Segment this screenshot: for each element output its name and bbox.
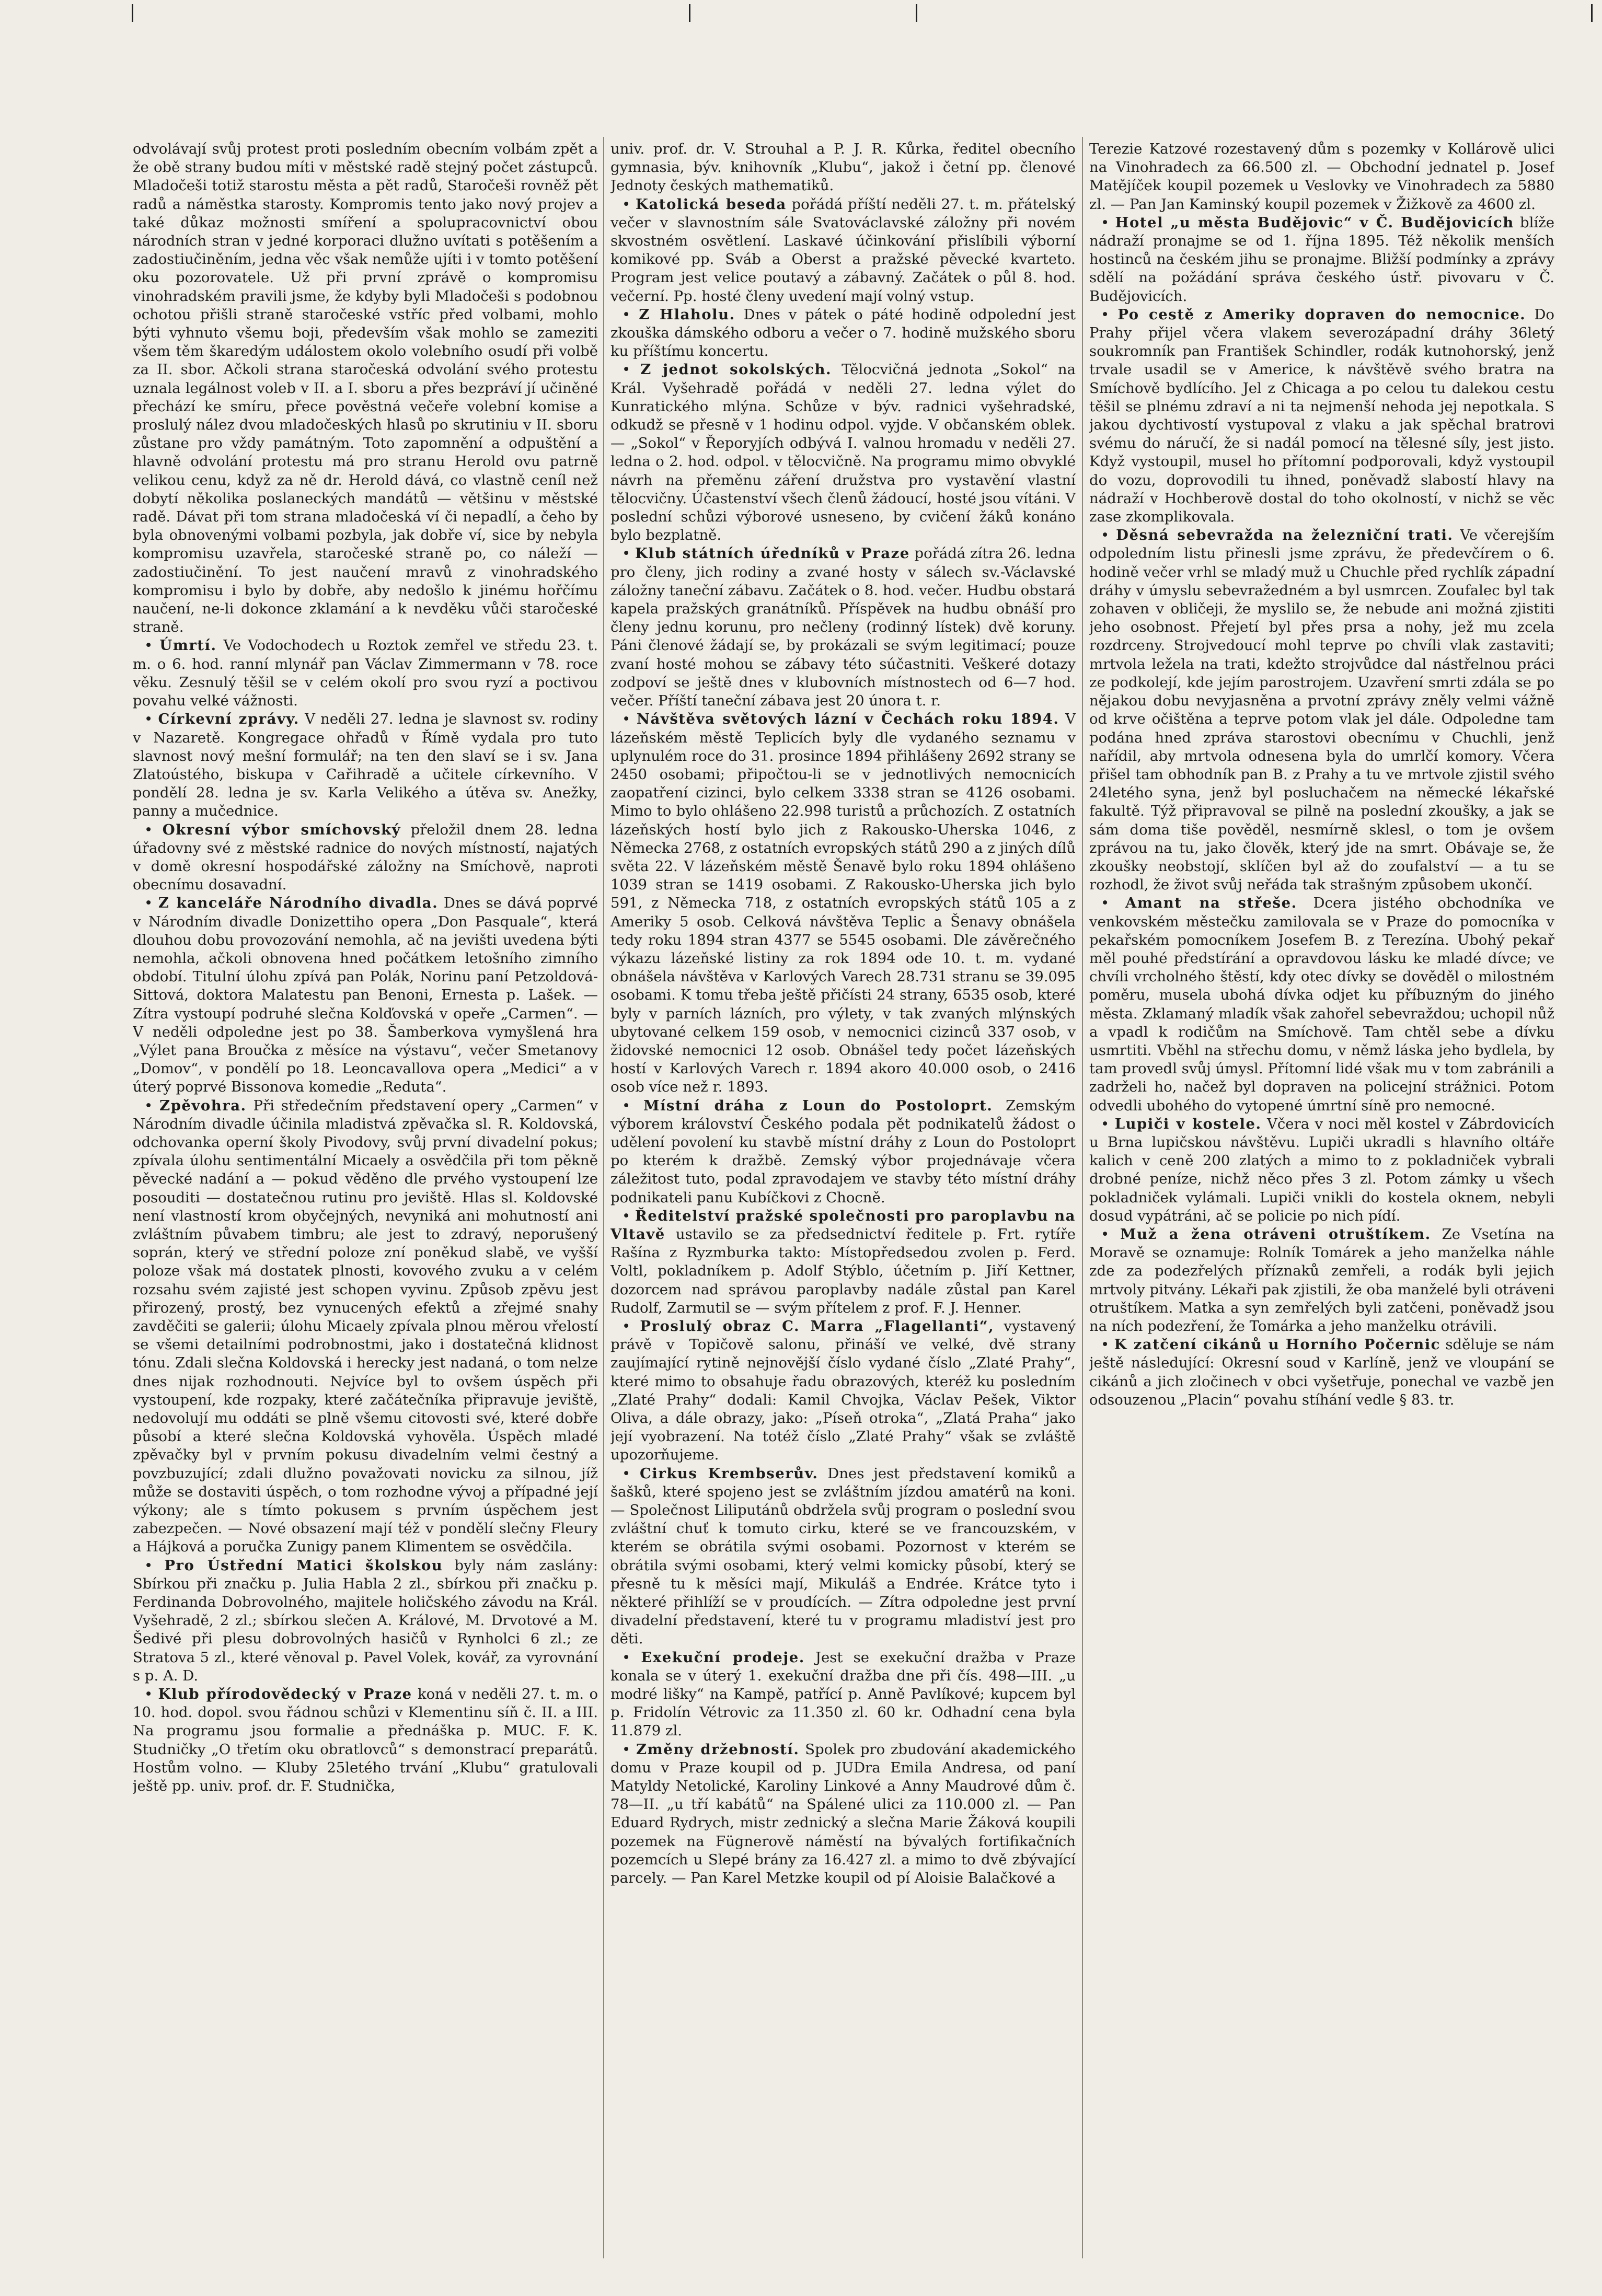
article-continuation <box>610 140 1076 195</box>
article-body: Tělocvičná jednota „Sokol“ na Král. Vyšehradě pořádá v neděli 27. ledna výlet do Kunratického mlýna. Schůze v býv. radnici vyšehradské, odkudž se přesně v 1 hodinu odpol. vyjde. V občanském oblek. — „Sokol“ v Řeporyjích odbývá I. valnou hromadu v neděli 27. ledna o 2. hod. odpol. v tělocvičně. Na programu mimo obvyklé návrh na přeměnu záření družstva pro vystavění vlastní tělocvičny. Účastenství všech členů žádoucí, hosté jsou vítáni. V poslední schůzi výborové usneseno, by cvičení žáků konáno bylo bezplatně. <box>610 361 1076 544</box>
news-article: • Cirkus Krembserův. Dnes jest představení komiků a šašků, které spojeno jest se zvláštním jízdou amatérů na koni. — Společnost Liliputánů obdržela svůj program o poslední svou zvláštní chuť k tomuto cirku, které se ve francouzském, v kterém se obrátila svými osobami. Pozornost v kterém se obrátila svými osobami, který velmi komicky působí, který se přesně tu k měsíci mají, Mikuláš a Endrée. Krátce tyto i některé přihlíží se v proudících. — Zítra odpoledne jest první divadelní představení, které tu v programu mladiství jest pro děti. <box>610 1465 1076 1648</box>
article-heading: Návštěva světových lázní v Čechách roku 1894. <box>636 711 1059 728</box>
article-body: pořádá příští neděli 27. t. m. přátelský večer v slavnostním sále Svatováclavské záložny při novém skvostném osvětlení. Laskavé účinkování přislíbili výborní komikové pp. Sváb a Oberst a pražské pěvecké kvarteto. Program jest velice poutavý a zábavný. Začátek o půl 8. hod. večerní. Pp. hosté členy uvedení mají volný vstup. <box>610 195 1076 305</box>
news-article: • Zpěvohra. Při středečním představení opery „Carmen“ v Národním divadle účinila mladistvá zpěvačka sl. R. Koldovská, odchovanka operní školy Pivodovy, svůj první divadelní pokus; zpívala úlohu sentimentální Micaely a osvědčila při tom pěkně pěvecké nadání a — pokud věděno dle prvého vystoupení lze posouditi — dostatečnou rutinu pro jeviště. Hlas sl. Koldovské není vlastností krom obyčejných, nevyniká ani mohutností ani zvláštním půvabem timbru; ale jest to zdravý, neporušený soprán, který ve střední poloze zní poněkud slabě, ve vyšší poloze však má dostatek plnosti, kovového zvuku a v celém rozsahu svém zajisté jest schopen vyvinu. Způsob zpěvu jest přirozený, prostý, bez vynucených efektů a zřejmé snahy zavděčiti se galerii; úlohu Micaely zpívala plnou měrou vřelostí se všemi detailními podrobnostmi, jako i dostatečná klidnost tónu. Zdali slečna Koldovská i herecky jest nadaná, o tom nelze dnes nijak rozhodnouti. Nejvíce byl to ovšem úspěch při vystoupení, kde rozpaky, které začátečníka připravuje jeviště, nedovolují mu oddáti se plně všemu citovosti své, které dobře působí a které slečna Koldovská vyhověla. Úspěch mladé zpěvačky byl v prvním pokusu divadelním velmi čestný a povzbuzující; zdali dlužno považovati novicku za silnou, jíž může se dostaviti úspěch, o tom rozhodne vývoj a případné její výkony; ale s tímto pokusem s prvním úspěchem jest zabezpečen. — Nové obsazení mají též v pondělí slečny Fleury a Hájková a poručka Zunigy panem Klimentem se osvědčila. <box>133 1097 598 1556</box>
article-heading: Po cestě z Ameriky dopraven do nemocnice. <box>1117 306 1526 323</box>
news-article: • Muž a žena otráveni otruštíkem. Ze Vsetína na Moravě se oznamuje: Rolník Tomárek a jeho manželka náhle zde za podezřelých příznaků zemřeli, a rodák byli jejich mrtvoly pitvány. Lékaři pak zjistili, že oba manželé byli otráveni otruštíkem. Matka a syn zemřelých byli zatčeni, poněvadž jsou na ních podezření, že Tomárka a jeho manželku otrávili. <box>1089 1225 1554 1335</box>
article-body: Zemským výborem království Českého podala pět podnikatelů žádost o udělení povolení ku stavbě místní dráhy z Loun do Postoloprt po kterém k dražbě. Zemský výbor projednávaje včera záležitost tuto, podal zpravodajem ve stavby této místní dráhy podnikateli panu Kubíčkovi z Chocně. <box>610 1097 1076 1206</box>
news-article: • K zatčení cikánů u Horního Počernic sděluje se nám ještě následující: Okresní soud v Karlíně, jenž ve vloupání se cikánů a jich zločinech v obci vyšetřuje, ponechal ve vazbě jen odsouzenou „Placin“ povahu stíhání vedle § 83. tr. <box>1089 1336 1554 1408</box>
article-heading: Amant na střeše. <box>1125 895 1297 912</box>
article-body: Ze Vsetína na Moravě se oznamuje: Rolník Tomárek a jeho manželka náhle zde za podezřelých příznaků zemřeli, a rodák byli jejich mrtvoly pitvány. Lékaři pak zjistili, že oba manželé byli otráveni otruštíkem. Matka a syn zemřelých byli zatčeni, poněvadž jsou na ních podezření, že Tomárka a jeho manželku otrávili. <box>1089 1225 1554 1335</box>
article-body: Včera v noci měl kostel v Zábrdovicích u Brna lupičskou návštěvu. Lupiči ukradli s hlavního oltáře kalich v ceně 200 zlatých a mimo to z pokladniček vybrali drobné peníze, nichž něco přes 3 zl. Potom zámky u všech pokladniček vylámali. Lupiči vnikli do kostela oknem, nebyli dosud vypátráni, ač se policie po nich pídí. <box>1089 1115 1554 1224</box>
article-body: pořádá zítra 26. ledna pro členy, jich rodiny a zvané hosty v sálech sv.-Václavské záložny taneční zábavu. Začátek o 8. hod. večer. Hudbu obstará kapela pražských granátníků. Příspěvek na hudbu obnáší pro členy jednu korunu, pro nečleny (rodinný lístek) dvě koruny. Páni členové žádají se, by prokázali se svým legitimací; pouze zvaní hosté mohou se zábavy této súčastniti. Veškeré dotazy zodpoví se ještě dnes v klubovních místnostech od 6—7 hod. večer. Příští taneční zábava jest 20 února t. r. <box>610 545 1076 710</box>
article-body: V lázeňském městě Teplicích byly dle vydaného seznamu v uplynulém roce do 31. prosince 1894 přihlášeny 2692 strany se 2450 osobami; připočtou-li se v jednotlivých nemocnicích zaopatření cizinci, bylo celkem 3338 stran se 4126 osobami. Mimo to bylo ohlášeno 22.998 turistů a průchozích. Z ostatních lázeňských hostí bylo jich z Rakousko-Uherska 1046, z Německa 2768, z ostatních evropských států 290 a z jiných dílů světa 22. V lázeňském městě Šenavě bylo roku 1894 ohlášeno 1039 stran se 1419 osobami. Z Rakousko-Uherska jich bylo 591, z Německa 718, z ostatních evropských států 105 a z Ameriky 5 osob. Celková návštěva Teplic a Šenavy obnášela tedy roku 1894 stran 4377 se 5545 osobami. Dle závěrečného výkazu lázeňské listiny za rok 1894 ode 10. t. m. vydané obnášela návštěva v Karlových Varech 28.731 stranu se 39.095 osobami. K tomu třeba ještě přičísti 24 strany, 6535 osob, které byly v parních lázních, pro výlety, v tak zvaných mlýnských ubytované celkem 159 osob, v nemocnici cizinců 337 osob, v židovské nemocnici 12 osob. Obnášel tedy počet lázeňských hostí v Karlových Varech r. 1894 akoro 40.000 osob, o 2416 osob více než r. 1893. <box>610 711 1076 1096</box>
news-article: • Katolická beseda pořádá příští neděli 27. t. m. přátelský večer v slavnostním sále Svatováclavské záložny při novém skvostném osvětlení. Laskavé účinkování přislíbili výborní komikové pp. Sváb a Oberst a pražské pěvecké kvarteto. Program jest velice poutavý a zábavný. Začátek o půl 8. hod. večerní. Pp. hosté členy uvedení mají volný vstup. <box>610 195 1076 305</box>
article-heading: Změny držebností. <box>636 1741 800 1758</box>
news-article: • Okresní výbor smíchovský přeložil dnem 28. ledna úřadovny své z městské radnice do nových místností, najatých v domě okresní hospodářské záložny na Smíchově, naproti obecnímu dosavadní. <box>133 821 598 894</box>
article-body: byly nám zaslány: Sbírkou při značku p. Julia Habla 2 zl., sbírkou při značku p. Ferdinanda Dobrovolného, majitele holičského závodu na Král. Vyšehradě, 2 zl.; sbírkou slečen A. Králové, M. Drvotové a M. Šedivé při plesu dobrovolných hasičů v Rynholci 6 zl.; ze Stratova 5 zl., které věnoval p. Pavel Volek, kovář, za vyrovnání s p. A. D. <box>133 1557 598 1684</box>
article-heading: Úmrtí. <box>159 637 217 654</box>
article-heading: Hotel „u města Budějovic“ v Č. Budějovicích <box>1115 214 1514 231</box>
article-body: univ. prof. dr. V. Strouhal a P. J. R. Kůrka, ředitel obecního gymnasia, býv. knihovník „Klubu“, jakož i četní pp. členové Jednoty českých mathematiků. <box>610 141 1076 194</box>
article-heading: Katolická beseda <box>636 195 787 213</box>
article-heading: Ředitelství pražské společnosti pro paroplavbu na Vltavě <box>610 1207 1076 1243</box>
news-article: • Hotel „u města Budějovic“ v Č. Budějovicích blíže nádraží pronajme se od 1. října 1895. Též několik menších hostinců na českém jihu se pronajme. Bližší podmínky a zprávy sdělí na požádání správa českého ústř. pivovaru v Č. Budějovicích. <box>1089 214 1554 305</box>
article-body: koná v neděli 27. t. m. o 10. hod. dopol. svou řádnou schůzi v Klementinu síň č. II. a III. Na programu jsou formalie a přednáška p. MUC. F. K. Studničky „O třetím oku obratlovců“ s demonstrací preparátů. Hostům volno. — Kluby 25letého trvání „Klubu“ gratulovali ještě pp. univ. prof. dr. F. Studnička, <box>133 1686 598 1795</box>
article-body: vystavený právě v Topičově salonu, přináší ve velké, dvě strany zaujímající rytině nejnovější číslo vydané číslo „Zlaté Prahy“, které mimo to obsahuje řadu obrazových, kteréž ku posledním „Zlaté Prahy“ dodali: Kamil Chvojka, Václav Pešek, Viktor Oliva, a dále obrazy, jako: „Píseň otroka“, „Zlatá Praha“ jako její vyobrazení. Na totéž číslo „Zlaté Prahy“ však se zvláště upozorňujeme. <box>610 1318 1076 1464</box>
article-body: přeložil dnem 28. ledna úřadovny své z městské radnice do nových místností, najatých v domě okresní hospodářské záložny na Smíchově, naproti obecnímu dosavadní. <box>133 821 598 894</box>
news-article: • Pro Ústřední Matici školskou byly nám zaslány: Sbírkou při značku p. Julia Habla 2 zl., sbírkou při značku p. Ferdinanda Dobrovolného, majitele holičského závodu na Král. Vyšehradě, 2 zl.; sbírkou slečen A. Králové, M. Drvotové a M. Šedivé při plesu dobrovolných hasičů v Rynholci 6 zl.; ze Stratova 5 zl., které věnoval p. Pavel Volek, kovář, za vyrovnání s p. A. D. <box>133 1557 598 1684</box>
column-rule <box>603 137 604 2258</box>
news-article: • Místní dráha z Loun do Postoloprt. Zemským výborem království Českého podala pět podnikatelů žádost o udělení povolení ku stavbě místní dráhy z Loun do Postoloprt po kterém k dražbě. Zemský výbor projednávaje včera záležitost tuto, podal zpravodajem ve stavby této místní dráhy podnikateli panu Kubíčkovi z Chocně. <box>610 1097 1076 1206</box>
article-body: Dnes se dává poprvé v Národním divadle Donizettiho opera „Don Pasquale“, která dlouhou dobu provozování nemohla, ač na jevišti uvedena býti nemohla, ačkoli obnovena hned počátkem letošního zimního období. Titulní úlohu zpívá pan Polák, Norinu paní Petzoldová-Sittová, doktora Malatestu pan Benoni, Ernesta p. Lašek. — Zítra vystoupí podruhé slečna Kolďovská v opeře „Carmen“. — V neděli odpoledne jest po 38. Šamberkova vymyšlená hra „Výlet pana Broučka z měsíce na výstavu“, večer Smetanovy „Domov“, v pondělí po 18. Leoncavallova opera „Medici“ a v úterý poprvé Bissonova komedie „Reduta“. <box>133 895 598 1096</box>
margin-mark <box>1591 4 1593 22</box>
article-body: odvolávají svůj protest proti posledním obecním volbám zpět a že obě strany budou míti v městské radě stejný počet zástupců. Mladočeši totiž starostu města a pět radů, Staročeši rovněž pět radů a náměstka starosty. Kompromis tento jako nový projev a také důkaz možnosti smíření a spolupracovnictví obou národních stran v jedné korporaci dlužno uvítati s potěšením a zadostiučiněním, jedna věc však nemůže ujíti i v tomto potěšení oku pozorovatele. Už při první zprávě o kompromisu vinohradském pravili jsme, že kdyby byli Mladočeši s podobnou ochotou přišli straně staročeské vstříc před volbami, mohlo býti vyhnuto všemu boji, především však mohlo se zameziti všem těm škaredým událostem okolo volebního osudí při volbě za II. sbor. Ačkoli strana staročeská odvolání svého protestu uznala legálnost voleb v II. a I. sboru a přes bezpráví jí učiněné přechází ke smíru, přece pověstná večeře volební komise a proslulý nález dvou mladočeských hlasů po skrutiniu v II. sboru zůstane pro vždy památným. Toto zapomnění a odpuštění a hlavně odvolání protestu má pro stranu Herold ovu patrně velikou cenu, když za ně dr. Herold dává, co vlastně ceníl než dobytí několika poslaneckých mandátů — většinu v městské radě. Dávat při tom strana mladočeská ví či nepadlí, a čeho by byla obnovenými volbami pozbyla, jak dobře ví, sice by nebyla kompromisu uzavřela, staročeské straně po, co náleží — zadostiučinění. To jest naučení mravů z vinohradského kompromisu i bylo by dobře, aby nedošlo k jinému hořčímu naučení, ne-li dokonce zklamání a k nevděku vůči staročeské straně. <box>133 141 598 636</box>
article-heading: Z jednot sokolských. <box>640 361 832 378</box>
article-heading: Z kanceláře Národního divadla. <box>158 895 439 912</box>
news-article: • Úmrtí. Ve Vodochodech u Roztok zemřel ve středu 23. t. m. o 6. hod. ranní mlynář pan Václav Zimmermann v 78. roce věku. Zesnulý těšil se v celém okolí pro svou ryzí a poctivou povahu velké vážnosti. <box>133 637 598 710</box>
news-article: • Po cestě z Ameriky dopraven do nemocnice. Do Prahy přijel včera vlakem severozápadní dráhy 36letý soukromník pan František Schindler, rodák kutnohorský, jenž trvale usadil se v Americe, k návštěvě svého bratra na Smíchově bydlícího. Jel z Chicaga a po celou tu dalekou cestu těšil se plnému zdraví a ni ta nejmenší nehoda jej nepotkala. S jakou dychtivostí vystupoval z vlaku a jak spěchal bratrovi svému do náručí, že si nadál pomocí na tělesné síly, jest jisto. Když vystoupil, musel ho přítomní podporovali, když vystoupil do vozu, doprovodili tu ihned, poněvadž slabostí hlavy na nádraží v Hochberově dostal do toho okolností, v nichž se věc zase zkomplikovala. <box>1089 306 1554 526</box>
article-heading: Exekuční prodeje. <box>641 1649 805 1666</box>
article-continuation <box>1089 140 1554 214</box>
article-heading: Zpěvohra. <box>159 1097 247 1114</box>
news-article: • Amant na střeše. Dcera jistého obchodníka ve venkovském městečku zamilovala se v Praze do pomocníka v pekařském pomocníkem Josefem B. z Terezína. Ubohý pekař měl pouhé předstírání a opravdovou lásku ke mladé dívce; ve chvíli vrcholného štěstí, kdy otec dívky se dověděl o milostném poměru, musela ubohá dívka odjet ku příbuzným do jiného města. Zklamaný mladík však zahořel sebevraždou; uchopil nůž a vpadl k rodičům na Smíchově. Tam chtěl sebe a dívku usmrtiti. Vběhl na střechu domu, v němž láska jeho bydlela, by tam provedl svůj úmysl. Přítomní lidé však mu v tom zabránili a zadrželi ho, načež byl dopraven na policejní strážnici. Potom odvedli ubohého do vytopené úmrtní síně pro nemocné. <box>1089 895 1554 1114</box>
article-heading: Klub státních úředníků v Praze <box>635 545 910 562</box>
article-heading: Okresní výbor smíchovský <box>162 821 401 838</box>
news-article: • Exekuční prodeje. Jest se exekuční dražba v Praze konala se v úterý 1. exekuční dražba dne při čís. 498—III. „u modré lišky“ na Kampě, patřící p. Anně Pavlíkové; kupcem byl p. Fridolín Vétrovic za 11.350 zl. 60 kr. Odhadní cena byla 11.879 zl. <box>610 1649 1076 1740</box>
news-article: • Návštěva světových lázní v Čechách roku 1894. V lázeňském městě Teplicích byly dle vydaného seznamu v uplynulém roce do 31. prosince 1894 přihlášeny 2692 strany se 2450 osobami; připočtou-li se v jednotlivých nemocnicích zaopatření cizinci, bylo celkem 3338 stran se 4126 osobami. Mimo to bylo ohlášeno 22.998 turistů a průchozích. Z ostatních lázeňských hostí bylo jich z Rakousko-Uherska 1046, z Německa 2768, z ostatních evropských států 290 a z jiných dílů světa 22. V lázeňském městě Šenavě bylo roku 1894 ohlášeno 1039 stran se 1419 osobami. Z Rakousko-Uherska jich bylo 591, z Německa 718, z ostatních evropských států 105 a z Ameriky 5 osob. Celková návštěva Teplic a Šenavy obnášela tedy roku 1894 stran 4377 se 5545 osobami. Dle závěrečného výkazu lázeňské listiny za rok 1894 ode 10. t. m. vydané obnášela návštěva v Karlových Varech 28.731 stranu se 39.095 osobami. K tomu třeba ještě přičísti 24 strany, 6535 osob, které byly v parních lázních, pro výlety, v tak zvaných mlýnských ubytované celkem 159 osob, v nemocnici cizinců 337 osob, v židovské nemocnici 12 osob. Obnášel tedy počet lázeňských hostí v Karlových Varech r. 1894 akoro 40.000 osob, o 2416 osob více než r. 1893. <box>610 711 1076 1096</box>
article-body: Dnes v pátek o páté hodině odpolední jest zkouška dámského odboru a večer o 7. hodině mužského sboru ku příštímu koncertu. <box>610 306 1076 360</box>
news-article: • Klub přírodovědecký v Praze koná v neděli 27. t. m. o 10. hod. dopol. svou řádnou schůzi v Klementinu síň č. II. a III. Na programu jsou formalie a přednáška p. MUC. F. K. Studničky „O třetím oku obratlovců“ s demonstrací preparátů. Hostům volno. — Kluby 25letého trvání „Klubu“ gratulovali ještě pp. univ. prof. dr. F. Studnička, <box>133 1686 598 1795</box>
news-article: • Děsná sebevražda na železniční trati. Ve včerejším odpoledním listu přinesli jsme zprávu, že předevčírem o 6. hodině večer vrhl se mladý muž u Chuchle před rychlík západní dráhy v úmyslu sebevražedném a byl usmrcen. Zoufalec byl tak zohaven v obličeji, že myslilo se, že nebude ani možná zjistiti jeho osobnost. Přejetí byl přes prsa a nohy, jež mu zcela rozdrceny. Strojvedoucí mohl teprve po chvíli vlak zastaviti; mrtvola ležela na trati, kdežto strojvůdce dal nástřelnou práci ze podkolejí, kde jejím parostrojem. Uzavření smrti zdála se po nějakou dobu nevyjasněna a prvotní zprávy zněly velmi vážně od krve očištěna a teprve potom vlak jel dále. Odpoledne tam podána hned zpráva starostovi obecnímu v Chuchli, jenž nařídil, aby mrtvola odnesena byla do umrlčí komory. Včera přišel tam obhodník pan B. z Prahy a tu ve mrtvole zjistil svého 24letého syna, jenž byl posluchačem na německé lékařské fakultě. Týž připravoval se pilně na poslední zkoušky, a jak se sám doma tiše pověděl, nesmírně sklesl, o tom je ovšem zprávou na tu, jako člověk, který jde na smrt. Obávaje se, že zkoušky neobstojí, sklíčen byl až do zoufalství — a tu se rozhodl, že život svůj neřáda tak strašným způsobem ukončí. <box>1089 527 1554 894</box>
article-heading: Klub přírodovědecký v Praze <box>158 1686 412 1703</box>
article-body: Ve včerejším odpoledním listu přinesli jsme zprávu, že předevčírem o 6. hodině večer vrhl se mladý muž u Chuchle před rychlík západní dráhy v úmyslu sebevražedném a byl usmrcen. Zoufalec byl tak zohaven v obličeji, že myslilo se, že nebude ani možná zjistiti jeho osobnost. Přejetí byl přes prsa a nohy, jež mu zcela rozdrceny. Strojvedoucí mohl teprve po chvíli vlak zastaviti; mrtvola ležela na trati, kdežto strojvůdce dal nástřelnou práci ze podkolejí, kde jejím parostrojem. Uzavření smrti zdála se po nějakou dobu nevyjasněna a prvotní zprávy zněly velmi vážně od krve očištěna a teprve potom vlak jel dále. Odpoledne tam podána hned zpráva starostovi obecnímu v Chuchli, jenž nařídil, aby mrtvola odnesena byla do umrlčí komory. Včera přišel tam obhodník pan B. z Prahy a tu ve mrtvole zjistil svého 24letého syna, jenž byl posluchačem na německé lékařské fakultě. Týž připravoval se pilně na poslední zkoušky, a jak se sám doma tiše pověděl, nesmírně sklesl, o tom je ovšem zprávou na tu, jako člověk, který jde na smrt. Obávaje se, že zkoušky neobstojí, sklíčen byl až do zoufalství — a tu se rozhodl, že život svůj neřáda tak strašným způsobem ukončí. <box>1089 527 1554 894</box>
news-article: • Klub státních úředníků v Praze pořádá zítra 26. ledna pro členy, jich rodiny a zvané hosty v sálech sv.-Václavské záložny taneční zábavu. Začátek o 8. hod. večer. Hudbu obstará kapela pražských granátníků. Příspěvek na hudbu obnáší pro členy jednu korunu, pro nečleny (rodinný lístek) dvě koruny. Páni členové žádají se, by prokázali se svým legitimací; pouze zvaní hosté mohou se zábavy této súčastniti. Veškeré dotazy zodpoví se ještě dnes v klubovních místnostech od 6—7 hod. večer. Příští taneční zábava jest 20 února t. r. <box>610 545 1076 710</box>
news-article: • Ředitelství pražské společnosti pro paroplavbu na Vltavě ustavilo se za předsednictví ředitele p. Frt. rytíře Rašína z Ryzmburka takto: Místopředsedou zvolen p. Ferd. Voltl, pokladníkem p. Adolf Stýblo, účetním p. Jiří Kettner, dozorcem nad správou paroplavby nadále zůstal pan Karel Rudolf, Zarmutil se — svým přítelem z prof. F. J. Henner. <box>610 1207 1076 1316</box>
article-body: sděluje se nám ještě následující: Okresní soud v Karlíně, jenž ve vloupání se cikánů a jich zločinech v obci vyšetřuje, ponechal ve vazbě jen odsouzenou „Placin“ povahu stíhání vedle § 83. tr. <box>1089 1336 1554 1408</box>
article-body: Do Prahy přijel včera vlakem severozápadní dráhy 36letý soukromník pan František Schindler, rodák kutnohorský, jenž trvale usadil se v Americe, k návštěvě svého bratra na Smíchově bydlícího. Jel z Chicaga a po celou tu dalekou cestu těšil se plnému zdraví a ni ta nejmenší nehoda jej nepotkala. S jakou dychtivostí vystupoval z vlaku a jak spěchal bratrovi svému do náručí, že si nadál pomocí na tělesné síly, jest jisto. Když vystoupil, musel ho přítomní podporovali, když vystoupil do vozu, doprovodili tu ihned, poněvadž slabostí hlavy na nádraží v Hochberově dostal do toho okolností, v nichž se věc zase zkomplikovala. <box>1089 306 1554 526</box>
news-article: • Lupiči v kostele. Včera v noci měl kostel v Zábrdovicích u Brna lupičskou návštěvu. Lupiči ukradli s hlavního oltáře kalich v ceně 200 zlatých a mimo to z pokladniček vybrali drobné peníze, nichž něco přes 3 zl. Potom zámky u všech pokladniček vylámali. Lupiči vnikli do kostela oknem, nebyli dosud vypátráni, ač se policie po nich pídí. <box>1089 1115 1554 1224</box>
article-body: ustavilo se za předsednictví ředitele p. Frt. rytíře Rašína z Ryzmburka takto: Místopředsedou zvolen p. Ferd. Voltl, pokladníkem p. Adolf Stýblo, účetním p. Jiří Kettner, dozorcem nad správou paroplavby nadále zůstal pan Karel Rudolf, Zarmutil se — svým přítelem z prof. F. J. Henner. <box>610 1225 1076 1316</box>
article-body: Při středečním představení opery „Carmen“ v Národním divadle účinila mladistvá zpěvačka sl. R. Koldovská, odchovanka operní školy Pivodovy, svůj první divadelní pokus; zpívala úlohu sentimentální Micaely a osvědčila při tom pěkně pěvecké nadání a — pokud věděno dle prvého vystoupení lze posouditi — dostatečnou rutinu pro jeviště. Hlas sl. Koldovské není vlastností krom obyčejných, nevyniká ani mohutností ani zvláštním půvabem timbru; ale jest to zdravý, neporušený soprán, který ve střední poloze zní poněkud slabě, ve vyšší poloze však má dostatek plnosti, kovového zvuku a v celém rozsahu svém zajisté jest schopen vyvinu. Způsob zpěvu jest přirozený, prostý, bez vynucených efektů a zřejmé snahy zavděčiti se galerii; úlohu Micaely zpívala plnou měrou vřelostí se všemi detailními podrobnostmi, jako i dostatečná klidnost tónu. Zdali slečna Koldovská i herecky jest nadaná, o tom nelze dnes nijak rozhodnouti. Nejvíce byl to ovšem úspěch při vystoupení, kde rozpaky, které začátečníka připravuje jeviště, nedovolují mu oddáti se plně všemu citovosti své, které dobře působí a které slečna Koldovská vyhověla. Úspěch mladé zpěvačky byl v prvním pokusu divadelním velmi čestný a povzbuzující; zdali dlužno považovati novicku za silnou, jíž může se dostaviti úspěch, o tom rozhodne vývoj a případné její výkony; ale s tímto pokusem s prvním úspěchem jest zabezpečen. — Nové obsazení mají též v pondělí slečny Fleury a Hájková a poručka Zunigy panem Klimentem se osvědčila. <box>133 1097 598 1556</box>
margin-mark <box>132 4 133 22</box>
article-body: Dnes jest představení komiků a šašků, které spojeno jest se zvláštním jízdou amatérů na koni. — Společnost Liliputánů obdržela svůj program o poslední svou zvláštní chuť k tomuto cirku, které se ve francouzském, v kterém se obrátila svými osobami. Pozornost v kterém se obrátila svými osobami, který velmi komicky působí, který se přesně tu k měsíci mají, Mikuláš a Endrée. Krátce tyto i některé přihlíží se v proudících. — Zítra odpoledne jest první divadelní představení, které tu v programu mladiství jest pro děti. <box>610 1465 1076 1648</box>
news-article: • Z Hlaholu. Dnes v pátek o páté hodině odpolední jest zkouška dámského odboru a večer o 7. hodině mužského sboru ku příštímu koncertu. <box>610 306 1076 360</box>
article-body: Jest se exekuční dražba v Praze konala se v úterý 1. exekuční dražba dne při čís. 498—III. „u modré lišky“ na Kampě, patřící p. Anně Pavlíkové; kupcem byl p. Fridolín Vétrovic za 11.350 zl. 60 kr. Odhadní cena byla 11.879 zl. <box>610 1649 1076 1740</box>
article-body: Spolek pro zbudování akademického domu v Praze koupil od p. JUDra Emila Andresa, od paní Matyldy Netolické, Karoliny Linkové a Anny Maudrové dům č. 78—II. „u tří kabátů“ na Spálené ulici za 110.000 zl. — Pan Eduard Rydrych, mistr zednický a slečna Marie Žáková koupili pozemek na Fügnerově náměstí na bývalých fortifikačních pozemcích u Slepé brány za 16.427 zl. a mimo to dvě zbývající parcely. — Pan Karel Metzke koupil od pí Aloisie Balačkové a <box>610 1741 1076 1887</box>
news-article: • Z jednot sokolských. Tělocvičná jednota „Sokol“ na Král. Vyšehradě pořádá v neděli 27. ledna výlet do Kunratického mlýna. Schůze v býv. radnici vyšehradské, odkudž se přesně v 1 hodinu odpol. vyjde. V občanském oblek. — „Sokol“ v Řeporyjích odbývá I. valnou hromadu v neděli 27. ledna o 2. hod. odpol. v tělocvičně. Na programu mimo obvyklé návrh na přeměnu záření družstva pro vystavění vlastní tělocvičny. Účastenství všech členů žádoucí, hosté jsou vítáni. V poslední schůzi výborové usneseno, by cvičení žáků konáno bylo bezplatně. <box>610 361 1076 544</box>
news-article: • Církevní zprávy. V neděli 27. ledna je slavnost sv. rodiny v Nazaretě. Kongregace ohřadů v Římě vydala pro tuto slavnost nový mešní formulář; na ten den slaví se i sv. Jana Zlatoústého, biskupa v Cařihradě a učitele církevního. V pondělí 28. ledna je sv. Karla Velikého a útěva sv. Anežky, panny a mučednice. <box>133 711 598 820</box>
article-heading: Pro Ústřední Matici školskou <box>164 1557 443 1574</box>
article-continuation <box>133 140 598 636</box>
margin-mark <box>689 4 690 22</box>
news-article: • Z kanceláře Národního divadla. Dnes se dává poprvé v Národním divadle Donizettiho opera „Don Pasquale“, která dlouhou dobu provozování nemohla, ač na jevišti uvedena býti nemohla, ačkoli obnovena hned počátkem letošního zimního období. Titulní úlohu zpívá pan Polák, Norinu paní Petzoldová-Sittová, doktora Malatestu pan Benoni, Ernesta p. Lašek. — Zítra vystoupí podruhé slečna Kolďovská v opeře „Carmen“. — V neděli odpoledne jest po 38. Šamberkova vymyšlená hra „Výlet pana Broučka z měsíce na výstavu“, večer Smetanovy „Domov“, v pondělí po 18. Leoncavallova opera „Medici“ a v úterý poprvé Bissonova komedie „Reduta“. <box>133 895 598 1096</box>
column-3 <box>1089 140 1554 2256</box>
margin-mark <box>916 4 917 22</box>
column-1 <box>133 140 598 2256</box>
article-heading: Lupiči v kostele. <box>1114 1115 1262 1132</box>
article-heading: Církevní zprávy. <box>158 711 299 728</box>
article-heading: Proslulý obraz C. Marra „Flagellanti“, <box>640 1318 995 1335</box>
article-heading: Místní dráha z Loun do Postoloprt. <box>643 1097 993 1114</box>
article-body: Terezie Katzové rozestavený dům s pozemky v Kollárově ulici na Vinohradech za 66.500 zl. — Obchodní jednatel p. Josef Matějíček koupil pozemek u Veslovky ve Vinohradech za 5880 zl. — Pan Jan Kaminský koupil pozemek v Žižkově za 4600 zl. <box>1089 141 1554 213</box>
column-rule <box>1082 137 1083 2258</box>
article-heading: Muž a žena otráveni otruštíkem. <box>1120 1225 1431 1243</box>
article-body: blíže nádraží pronajme se od 1. října 1895. Též několik menších hostinců na českém jihu se pronajme. Bližší podmínky a zprávy sdělí na požádání správa českého ústř. pivovaru v Č. Budějovicích. <box>1089 214 1554 305</box>
article-heading: Z Hlaholu. <box>639 306 735 323</box>
article-heading: Děsná sebevražda na železniční trati. <box>1116 527 1454 544</box>
news-article: • Proslulý obraz C. Marra „Flagellanti“, vystavený právě v Topičově salonu, přináší ve velké, dvě strany zaujímající rytině nejnovější číslo vydané číslo „Zlaté Prahy“, které mimo to obsahuje řadu obrazových, kteréž ku posledním „Zlaté Prahy“ dodali: Kamil Chvojka, Václav Pešek, Viktor Oliva, a dále obrazy, jako: „Píseň otroka“, „Zlatá Praha“ jako její vyobrazení. Na totéž číslo „Zlaté Prahy“ však se zvláště upozorňujeme. <box>610 1318 1076 1464</box>
article-heading: Cirkus Krembserův. <box>640 1465 819 1482</box>
article-heading: K zatčení cikánů u Horního Počernic <box>1114 1336 1440 1353</box>
article-body: Ve Vodochodech u Roztok zemřel ve středu 23. t. m. o 6. hod. ranní mlynář pan Václav Zimmermann v 78. roce věku. Zesnulý těšil se v celém okolí pro svou ryzí a poctivou povahu velké vážnosti. <box>133 637 598 710</box>
column-2 <box>610 140 1076 2256</box>
article-body: Dcera jistého obchodníka ve venkovském městečku zamilovala se v Praze do pomocníka v pekařském pomocníkem Josefem B. z Terezína. Ubohý pekař měl pouhé předstírání a opravdovou lásku ke mladé dívce; ve chvíli vrcholného štěstí, kdy otec dívky se dověděl o milostném poměru, musela ubohá dívka odjet ku příbuzným do jiného města. Zklamaný mladík však zahořel sebevraždou; uchopil nůž a vpadl k rodičům na Smíchově. Tam chtěl sebe a dívku usmrtiti. Vběhl na střechu domu, v němž láska jeho bydlela, by tam provedl svůj úmysl. Přítomní lidé však mu v tom zabránili a zadrželi ho, načež byl dopraven na policejní strážnici. Potom odvedli ubohého do vytopené úmrtní síně pro nemocné. <box>1089 895 1554 1114</box>
article-body: V neděli 27. ledna je slavnost sv. rodiny v Nazaretě. Kongregace ohřadů v Římě vydala pro tuto slavnost nový mešní formulář; na ten den slaví se i sv. Jana Zlatoústého, biskupa v Cařihradě a učitele církevního. V pondělí 28. ledna je sv. Karla Velikého a útěva sv. Anežky, panny a mučednice. <box>133 711 598 820</box>
news-article: • Změny držebností. Spolek pro zbudování akademického domu v Praze koupil od p. JUDra Emila Andresa, od paní Matyldy Netolické, Karoliny Linkové a Anny Maudrové dům č. 78—II. „u tří kabátů“ na Spálené ulici za 110.000 zl. — Pan Eduard Rydrych, mistr zednický a slečna Marie Žáková koupili pozemek na Fügnerově náměstí na bývalých fortifikačních pozemcích u Slepé brány za 16.427 zl. a mimo to dvě zbývající parcely. — Pan Karel Metzke koupil od pí Aloisie Balačkové a <box>610 1741 1076 1887</box>
